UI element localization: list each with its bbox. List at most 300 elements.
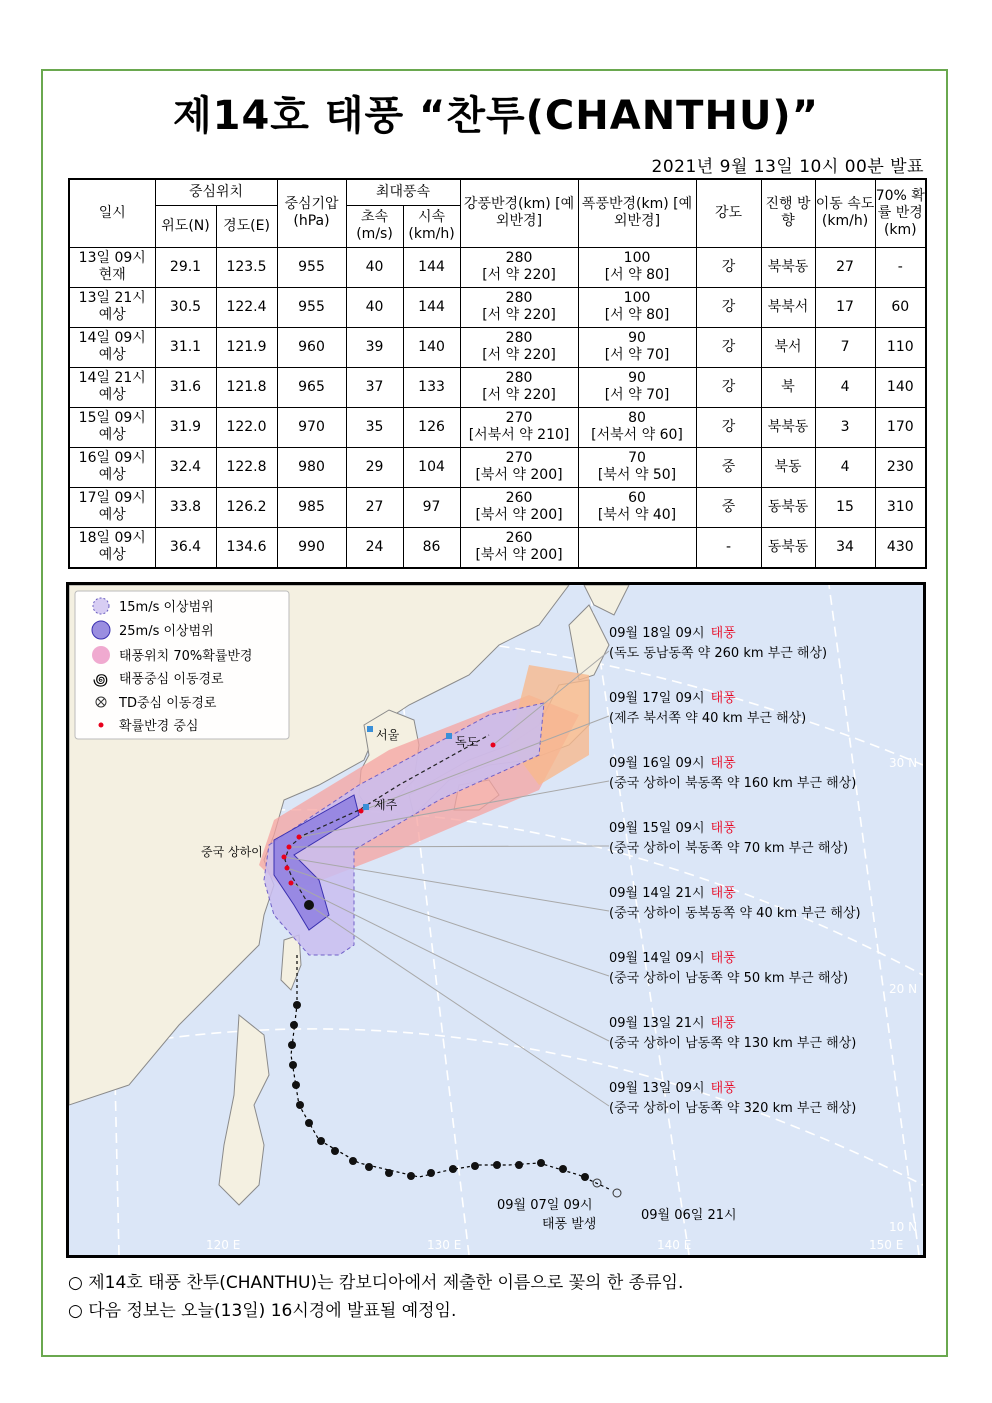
cell-time-line: 18일 09시 (78, 530, 146, 546)
genesis-time: 09월 07일 09시 (497, 1198, 593, 1213)
cell-storm-radius (578, 327, 696, 367)
cell-pressure-line: 960 (298, 338, 325, 355)
legend-prob-swatch (92, 646, 110, 664)
cell-time-line: 17일 09시 (78, 490, 146, 506)
cell-lat-line: 29.1 (169, 258, 202, 275)
place-jeju: 제주 (374, 798, 398, 812)
cell-strong-radius-line: 270 (505, 450, 533, 466)
cell-lon-line: 123.5 (226, 258, 267, 275)
header-lon: 경도(E) (216, 205, 277, 247)
cell-time (69, 287, 155, 327)
header-ms: 초속 (m/s) (346, 205, 403, 247)
prob-center-point (287, 845, 292, 850)
cell-time (69, 447, 155, 487)
table-row (69, 407, 926, 447)
cell-speed-line: 4 (840, 378, 850, 395)
cell-probability (875, 287, 926, 327)
past-track-point (305, 1119, 313, 1127)
lon-120e-label: 120 E (206, 1238, 241, 1252)
cell-pressure (277, 487, 346, 527)
cell-storm-radius (578, 407, 696, 447)
cell-time (69, 487, 155, 527)
cell-probability (875, 487, 926, 527)
cell-strong-radius-line: [서 약 220] (482, 347, 556, 363)
past-track-point (493, 1161, 501, 1169)
cell-strong-radius-line: 260 (505, 530, 533, 546)
table-row (69, 367, 926, 407)
cell-lon (216, 327, 277, 367)
cell-time (69, 407, 155, 447)
cell-direction-line: 북북서 (767, 298, 809, 315)
cell-storm-radius (578, 367, 696, 407)
cell-storm-radius-line: [서 약 70] (604, 387, 670, 403)
cell-strong-radius-line: 280 (505, 330, 533, 346)
cell-storm-radius-line: 70 (628, 450, 646, 466)
callout-time (609, 690, 736, 706)
cell-probability (875, 247, 926, 287)
cell-probability (875, 327, 926, 367)
past-track-point (427, 1169, 435, 1177)
cell-strong-radius (460, 487, 578, 527)
cell-direction-line: 북북동 (767, 258, 809, 275)
past-track-point (515, 1161, 523, 1169)
cell-lat (155, 247, 216, 287)
cell-intensity (696, 447, 761, 487)
place-shanghai: 중국 상하이 (201, 845, 263, 859)
cell-strong-radius-line: [북서 약 200] (475, 547, 563, 563)
cell-time-line: 예상 (98, 547, 126, 563)
prob-center-point (289, 881, 294, 886)
cell-strong-radius (460, 287, 578, 327)
cell-storm-radius (578, 487, 696, 527)
cell-probability-line: 310 (886, 498, 914, 515)
cell-speed-line: 15 (836, 498, 854, 515)
past-track-point (559, 1165, 567, 1173)
cell-ms (346, 527, 403, 568)
cell-pressure-line: 955 (298, 298, 325, 315)
dokdo-marker (446, 733, 452, 739)
cell-direction (761, 487, 815, 527)
cell-time-line: 예상 (98, 387, 126, 403)
cell-pressure-line: 955 (298, 258, 325, 275)
past-track-point (407, 1172, 415, 1180)
callout-description: (제주 북서쪽 약 40 km 부근 해상) (609, 711, 807, 726)
cell-storm-radius-line: 80 (628, 410, 646, 426)
cell-probability-line: 230 (886, 458, 914, 475)
cell-direction (761, 327, 815, 367)
cell-lon (216, 407, 277, 447)
cell-kmh-line: 144 (418, 258, 445, 275)
cell-kmh-line: 97 (422, 498, 441, 515)
table-row (69, 447, 926, 487)
cell-kmh-line: 126 (418, 418, 445, 435)
cell-pressure (277, 447, 346, 487)
cell-ms-line: 35 (365, 418, 384, 435)
cell-intensity-line: 강 (721, 338, 736, 355)
past-track-point (385, 1169, 393, 1177)
cell-ms-line: 29 (365, 458, 384, 475)
cell-kmh-line: 144 (418, 298, 445, 315)
callout-description: (중국 상하이 동북동쪽 약 40 km 부근 해상) (609, 906, 861, 921)
cell-time-line: 예상 (98, 467, 126, 483)
cell-storm-radius (578, 247, 696, 287)
cell-direction-line: 북북동 (767, 418, 809, 435)
cell-intensity-line: 강 (721, 298, 736, 315)
note-2: ○ 다음 정보는 오늘(13일) 16시경에 발표될 예정임. (68, 1301, 457, 1321)
cell-direction (761, 367, 815, 407)
cell-time-line: 예상 (98, 307, 126, 323)
table-row (69, 287, 926, 327)
legend-15ms: 15m/s 이상범위 (119, 600, 214, 615)
callout-description: (중국 상하이 남동쪽 약 320 km 부근 해상) (609, 1101, 857, 1116)
cell-direction (761, 247, 815, 287)
callout-description: (중국 상하이 북동쪽 약 70 km 부근 해상) (609, 841, 849, 856)
past-track-point (581, 1173, 589, 1181)
cell-ms-line: 24 (365, 538, 384, 555)
cell-ms-line: 39 (365, 338, 384, 355)
header-center: 중심위치 (155, 179, 277, 205)
cell-strong-radius (460, 527, 578, 568)
cell-speed-line: 3 (840, 418, 850, 435)
cell-speed (815, 487, 875, 527)
cell-probability (875, 367, 926, 407)
cell-lon-line: 134.6 (226, 538, 267, 555)
cell-strong-radius-line: 280 (505, 290, 533, 306)
cell-probability-line: 110 (886, 338, 914, 355)
cell-storm-radius-line: [북서 약 50] (597, 467, 677, 483)
cell-direction (761, 447, 815, 487)
cell-probability-line: 60 (891, 298, 910, 315)
past-track-point (331, 1147, 339, 1155)
cell-time-line: 예상 (98, 507, 126, 523)
cell-strong-radius-line: [서북서 약 210] (468, 427, 570, 443)
cell-lat (155, 287, 216, 327)
cell-strong-radius-line: 260 (505, 490, 533, 506)
lat-10n-label-2: 10 N (889, 1220, 918, 1234)
cell-kmh (403, 367, 460, 407)
cell-probability (875, 447, 926, 487)
callout-description: (중국 상하이 남동쪽 약 50 km 부근 해상) (609, 971, 849, 986)
callout-time (609, 1080, 736, 1096)
lon-150e-label: 150 E (869, 1238, 904, 1252)
past-track-point (471, 1162, 479, 1170)
past-track-point (289, 1061, 297, 1069)
cell-probability-line: 430 (886, 538, 914, 555)
cell-direction-line: 동북동 (767, 538, 809, 555)
cell-speed (815, 327, 875, 367)
callout-time-text: 09월 14일 21시 (609, 886, 705, 901)
legend (75, 591, 289, 739)
cell-storm-radius-line: 100 (623, 290, 651, 306)
forecast-table (68, 178, 927, 569)
cell-time-line: 13일 21시 (78, 290, 146, 306)
header-time: 일시 (69, 179, 155, 247)
cell-pressure-line: 990 (298, 538, 325, 555)
cell-intensity (696, 327, 761, 367)
cell-lat (155, 487, 216, 527)
cell-lon (216, 367, 277, 407)
cell-pressure (277, 527, 346, 568)
cell-direction-line: 북 (781, 378, 795, 395)
place-dokdo: 독도 (455, 735, 479, 749)
cell-storm-radius-line: 100 (623, 250, 651, 266)
current-position (304, 900, 314, 910)
cell-lon-line: 122.4 (226, 298, 267, 315)
cell-storm-radius-line: 90 (628, 330, 646, 346)
past-track-point (449, 1165, 457, 1173)
cell-intensity-line: 중 (721, 498, 736, 515)
cell-lon-line: 122.0 (226, 418, 267, 435)
cell-speed (815, 407, 875, 447)
cell-storm-radius-line: 60 (628, 490, 646, 506)
cell-storm-radius (578, 447, 696, 487)
header-strong-radius: 강풍반경(km) [예외반경] (460, 179, 578, 247)
page-title: 제14호 태풍 “찬투(CHANTHU)” (172, 93, 819, 139)
cell-kmh (403, 487, 460, 527)
callout-time (609, 625, 736, 641)
callout-typhoon-word: 태풍 (710, 626, 736, 641)
callout-time (609, 820, 736, 836)
callout-typhoon-word: 태풍 (710, 886, 736, 901)
note-1: ○ 제14호 태풍 찬투(CHANTHU)는 캄보디아에서 제출한 이름으로 꽃의 한 종류임. (68, 1273, 684, 1293)
cell-strong-radius-line: [서 약 220] (482, 387, 556, 403)
callout-typhoon-word: 태풍 (710, 1081, 736, 1096)
callout-typhoon-word: 태풍 (710, 951, 736, 966)
cell-strong-radius-line: [북서 약 200] (475, 467, 563, 483)
cell-speed-line: 27 (836, 258, 854, 275)
cell-time-line: 14일 09시 (78, 330, 146, 346)
cell-lat (155, 407, 216, 447)
cell-kmh-line: 86 (422, 538, 441, 555)
callout-time-text: 09월 13일 21시 (609, 1016, 705, 1031)
header-maxwind: 최대풍속 (346, 179, 460, 205)
cell-pressure (277, 287, 346, 327)
cell-storm-radius-line: [서 약 80] (604, 307, 670, 323)
cell-speed (815, 447, 875, 487)
cell-ms (346, 327, 403, 367)
cell-lon (216, 487, 277, 527)
cell-storm-radius (578, 287, 696, 327)
cell-lon-line: 122.8 (226, 458, 267, 475)
callout-typhoon-word: 태풍 (710, 691, 736, 706)
past-track-point (317, 1137, 325, 1145)
cell-lat (155, 527, 216, 568)
cell-ms-line: 40 (365, 298, 384, 315)
cell-kmh (403, 447, 460, 487)
cell-strong-radius (460, 447, 578, 487)
cell-direction-line: 동북동 (767, 498, 809, 515)
cell-lat-line: 31.6 (169, 378, 202, 395)
place-seoul: 서울 (376, 728, 400, 742)
cell-lat-line: 31.9 (169, 418, 202, 435)
cell-lon (216, 447, 277, 487)
cell-strong-radius (460, 247, 578, 287)
cell-kmh-line: 104 (418, 458, 445, 475)
header-lat: 위도(N) (155, 205, 216, 247)
callout-typhoon-word: 태풍 (710, 1016, 736, 1031)
cell-time-line: 16일 09시 (78, 450, 146, 466)
legend-typhoon-track: 태풍중심 이동경로 (119, 672, 224, 687)
cell-probability (875, 407, 926, 447)
table-row (69, 487, 926, 527)
prob-center-icon (99, 723, 104, 728)
header-storm-radius: 폭풍반경(km) [예외반경] (578, 179, 696, 247)
cell-ms-line: 37 (365, 378, 384, 395)
typhoon-symbol-icon: ꩜ (93, 670, 109, 689)
cell-storm-radius-line: [서 약 80] (604, 267, 670, 283)
cell-pressure-line: 980 (298, 458, 325, 475)
cell-kmh-line: 133 (418, 378, 445, 395)
cell-strong-radius-line: 280 (505, 250, 533, 266)
cell-storm-radius-line: 90 (628, 370, 646, 386)
prob-center-point (359, 809, 364, 814)
cell-intensity-line: 강 (721, 418, 736, 435)
cell-strong-radius (460, 407, 578, 447)
legend-prob-center: 확률반경 중심 (119, 719, 199, 734)
callout-description: (중국 상하이 남동쪽 약 130 km 부근 해상) (609, 1036, 857, 1051)
cell-intensity (696, 287, 761, 327)
cell-lat-line: 32.4 (169, 458, 202, 475)
cell-kmh (403, 247, 460, 287)
cell-intensity-line: - (726, 538, 732, 555)
cell-pressure (277, 367, 346, 407)
callout-time-text: 09월 14일 09시 (609, 951, 705, 966)
cell-time-line: 15일 09시 (78, 410, 146, 426)
cell-pressure-line: 970 (298, 418, 325, 435)
cell-strong-radius-line: 280 (505, 370, 533, 386)
cell-speed (815, 527, 875, 568)
cell-kmh (403, 527, 460, 568)
cell-strong-radius-line: [서 약 220] (482, 307, 556, 323)
cell-kmh (403, 287, 460, 327)
lat-20n-label: 20 N (889, 982, 918, 996)
header-intensity: 강도 (696, 179, 761, 247)
cell-lon-line: 121.9 (226, 338, 267, 355)
past-track-point (365, 1163, 373, 1171)
genesis-label: 태풍 발생 (542, 1217, 597, 1232)
cell-time (69, 247, 155, 287)
cell-intensity-line: 강 (721, 258, 736, 275)
cell-kmh-line: 140 (418, 338, 445, 355)
cell-strong-radius-line: 270 (505, 410, 533, 426)
cell-time (69, 527, 155, 568)
cell-time-line: 예상 (98, 347, 126, 363)
prob-center-point (297, 835, 302, 840)
cell-speed-line: 17 (836, 298, 854, 315)
cell-lat-line: 33.8 (169, 498, 202, 515)
callout-description: (중국 상하이 북동쪽 약 160 km 부근 해상) (609, 776, 857, 791)
cell-intensity-line: 강 (721, 378, 736, 395)
callout-time (609, 1015, 736, 1031)
cell-strong-radius-line: [서 약 220] (482, 267, 556, 283)
cell-lon (216, 527, 277, 568)
cell-direction (761, 527, 815, 568)
prob-center-point (285, 866, 290, 871)
lon-140e-label: 140 E (657, 1238, 692, 1252)
cell-time-line: 예상 (98, 427, 126, 443)
cell-speed-line: 4 (840, 458, 850, 475)
cell-pressure (277, 247, 346, 287)
cell-time-line: 현재 (98, 267, 126, 283)
header-pressure: 중심기압 (hPa) (277, 179, 346, 247)
callout-description: (독도 동남동쪽 약 260 km 부근 해상) (609, 646, 828, 661)
cell-intensity (696, 367, 761, 407)
cell-direction-line: 북동 (774, 458, 802, 475)
callout-time-text: 09월 16일 09시 (609, 756, 705, 771)
cell-pressure-line: 985 (298, 498, 325, 515)
cell-strong-radius (460, 367, 578, 407)
callout-time-text: 09월 15일 09시 (609, 821, 705, 836)
cell-speed (815, 367, 875, 407)
cell-speed-line: 34 (836, 538, 854, 555)
legend-prob: 태풍위치 70%확률반경 (119, 649, 253, 664)
cell-lat-line: 30.5 (169, 298, 202, 315)
cell-ms-line: 40 (365, 258, 384, 275)
cell-lat (155, 327, 216, 367)
cell-ms (346, 367, 403, 407)
prob-center-point (282, 855, 287, 860)
cell-intensity (696, 527, 761, 568)
issued-time: 2021년 9월 13일 10시 00분 발표 (651, 157, 924, 177)
cell-probability-line: 170 (886, 418, 914, 435)
legend-15ms-swatch (93, 598, 109, 614)
cell-ms-line: 27 (365, 498, 384, 515)
table-row (69, 327, 926, 367)
lat-30n-label: 30 N (889, 756, 918, 770)
td-time: 09월 06일 21시 (641, 1208, 737, 1223)
cell-probability-line: - (897, 258, 903, 275)
cell-lat-line: 31.1 (169, 338, 202, 355)
cell-lat (155, 367, 216, 407)
cell-direction-line: 북서 (774, 338, 802, 355)
cell-lon (216, 287, 277, 327)
cell-intensity (696, 487, 761, 527)
cell-storm-radius-line: [서북서 약 60] (591, 427, 683, 443)
past-track-point (296, 1101, 304, 1109)
past-track-point (293, 1001, 301, 1009)
past-track-point (349, 1157, 357, 1165)
cell-time (69, 367, 155, 407)
cell-intensity (696, 247, 761, 287)
cell-probability (875, 527, 926, 568)
cell-kmh (403, 407, 460, 447)
cell-speed-line: 7 (840, 338, 850, 355)
cell-lon-line: 126.2 (226, 498, 267, 515)
map-canvas (69, 585, 923, 1255)
cell-storm-radius-line: [북서 약 40] (597, 507, 677, 523)
callout-typhoon-word: 태풍 (710, 821, 736, 836)
seoul-marker (367, 726, 373, 732)
legend-td-track: TD중심 이동경로 (119, 696, 217, 711)
past-track-point (288, 1041, 296, 1049)
cell-ms (346, 247, 403, 287)
cell-time-line: 13일 09시 (78, 250, 146, 266)
callout-time-text: 09월 18일 09시 (609, 626, 705, 641)
cell-speed (815, 247, 875, 287)
past-track-point (290, 1021, 298, 1029)
cell-pressure (277, 327, 346, 367)
callout-time-text: 09월 13일 09시 (609, 1081, 705, 1096)
cell-ms (346, 287, 403, 327)
callout-time (609, 755, 736, 771)
legend-25ms: 25m/s 이상범위 (119, 624, 214, 639)
callout-time (609, 885, 736, 901)
cell-pressure (277, 407, 346, 447)
past-track-point (292, 1081, 300, 1089)
cell-pressure-line: 965 (298, 378, 325, 395)
lon-130e-label: 130 E (427, 1238, 462, 1252)
cell-strong-radius (460, 327, 578, 367)
